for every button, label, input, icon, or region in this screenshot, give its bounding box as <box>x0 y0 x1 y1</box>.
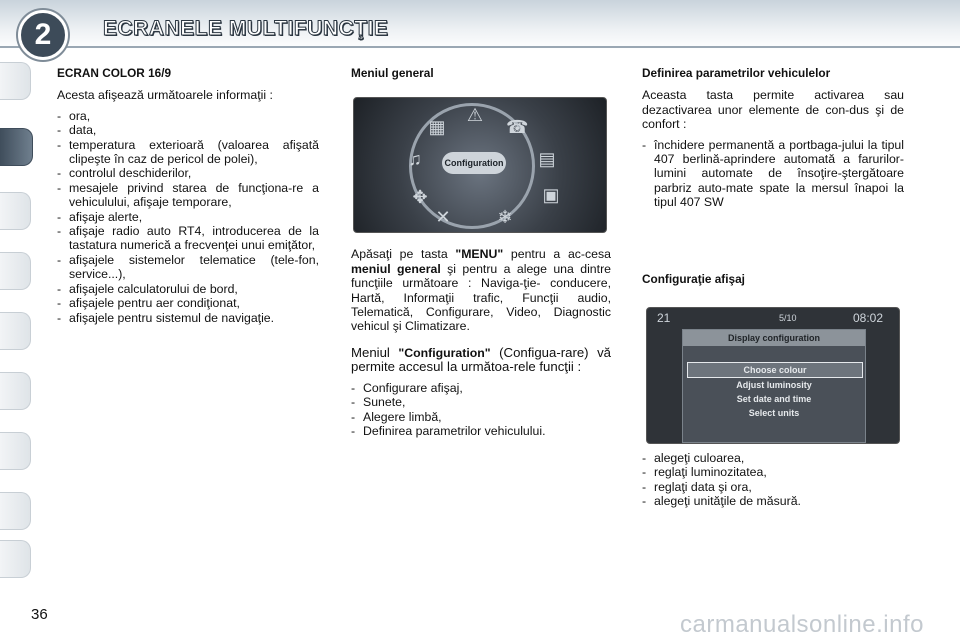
radio-icon: ▤ <box>538 149 556 170</box>
section-heading: ECRAN COLOR 16/9 <box>57 66 172 80</box>
list-item: - controlul deschiderilor, <box>57 166 319 180</box>
side-tab[interactable] <box>0 372 31 410</box>
menu-paragraph <box>351 247 611 333</box>
map-icon: ▦ <box>428 117 446 138</box>
side-tab[interactable] <box>0 540 31 578</box>
section-heading: Meniul general <box>351 66 434 80</box>
wrench-icon: ✕ <box>435 207 451 228</box>
side-tab[interactable] <box>0 492 31 530</box>
side-tab-active[interactable] <box>0 128 33 166</box>
display-configuration-panel <box>682 329 866 443</box>
side-tab[interactable] <box>0 312 31 350</box>
list-item: - afişajele pentru sistemul de navigaţie. <box>57 311 319 325</box>
side-tab[interactable] <box>0 432 31 470</box>
list-item: - temperatura exterioară (valoarea afişată clipeşte în caz de pericol de polei), <box>57 138 319 167</box>
list-item: - reglaţi luminozitatea, <box>642 465 904 479</box>
menu-key-text: "MENU" <box>455 247 504 262</box>
screen-status-bar <box>653 311 893 327</box>
climate-icon: ❄ <box>497 207 513 228</box>
page-number: 36 <box>31 606 48 623</box>
list-item: - afişajele calculatorului de bord, <box>57 282 319 296</box>
side-tab[interactable] <box>0 62 31 100</box>
configuration-paragraph <box>351 346 611 375</box>
general-menu-text: meniul general <box>351 261 441 276</box>
list-item: - afişaje alerte, <box>57 210 319 224</box>
text-run: pentru a ac-cesa <box>503 247 611 262</box>
music-icon: ♫ <box>408 149 422 170</box>
text-run: (Configua-rare) vă permite accesul la următoa-rele funcţii : <box>351 344 612 375</box>
intro-text: Aceasta tasta permite activarea sau dezactivarea unor elemente de con-dus şi de confort : <box>642 88 904 132</box>
list-item: - Alegere limbă, <box>351 410 611 424</box>
list-item: - data, <box>57 123 319 137</box>
set-date-time-option: Set date and time <box>736 394 812 404</box>
side-tabs <box>0 62 34 577</box>
list-item: - Sunete, <box>351 395 611 409</box>
list-item: - mesajele privind starea de funcţiona-re a vehiculului, afişaje temporare, <box>57 181 319 210</box>
list-item: - alegeţi culoarea, <box>642 451 904 465</box>
warning-icon: ⚠ <box>466 105 484 126</box>
configuration-label: Configuration <box>442 152 506 174</box>
list-item: - Configurare afişaj, <box>351 381 611 395</box>
column-general-menu <box>351 66 611 439</box>
list-item: - afişajele pentru aer condiţionat, <box>57 296 319 310</box>
list-item: - reglaţi data şi ora, <box>642 480 904 494</box>
navigation-icon: ✥ <box>412 187 428 208</box>
screen-temperature: 21 <box>657 311 671 325</box>
info-list <box>57 109 319 325</box>
chapter-number: 2 <box>18 10 68 60</box>
intro-text: Acesta afişează următoarele informaţii : <box>57 88 273 103</box>
list-item: - Definirea parametrilor vehiculului. <box>351 424 611 438</box>
screen-track: 5/10 <box>779 313 797 323</box>
list-item: - alegeţi unităţile de măsură. <box>642 494 904 508</box>
select-units-option: Select units <box>748 408 800 418</box>
page-title: ECRANELE MULTIFUNCŢIE <box>103 17 389 40</box>
side-tab[interactable] <box>0 192 31 230</box>
screen-time: 08:02 <box>853 311 884 325</box>
video-icon: ▣ <box>542 185 560 206</box>
list-item: - afişaje radio auto RT4, introducerea de la tastatura numerică a frecvenţei unui emiţător, <box>57 224 319 253</box>
header-divider <box>0 46 960 48</box>
text-run: Meniul <box>351 344 399 360</box>
general-menu-screen-image <box>353 97 607 233</box>
parameters-list <box>642 138 904 210</box>
adjust-luminosity-option: Adjust luminosity <box>736 380 812 390</box>
configuration-text: "Configuration" <box>398 345 491 360</box>
display-config-heading: Configuraţie afişaj <box>642 272 745 286</box>
choose-colour-option: Choose colour <box>687 362 863 378</box>
display-configuration-screen-image <box>646 307 900 444</box>
side-tab[interactable] <box>0 252 31 290</box>
phone-icon: ☎ <box>506 117 529 138</box>
display-config-list <box>642 451 904 509</box>
list-item: - închidere permanentă a portbaga-jului la tipul 407 berlină-aprindere automată a farurilor-lumini automate de însoţire-ştergătoare parbriz auto-mate spate la mersul înapoi la tipul 407 SW <box>642 138 904 210</box>
section-heading: Definirea parametrilor vehiculelor <box>642 66 831 80</box>
text-run: Apăsaţi pe tasta <box>351 247 456 262</box>
list-item: - ora, <box>57 109 319 123</box>
list-item: - afişajele sistemelor telematice (tele-fon, service...), <box>57 253 319 282</box>
configuration-list <box>351 381 611 439</box>
watermark: carmanualsonline.info <box>680 611 924 638</box>
panel-heading: Display configuration <box>683 330 865 346</box>
column-color-screen <box>57 66 319 325</box>
text-run: şi pentru a alege una dintre funcţiile următoare : Naviga-ţie- conducere, Hartă, Informaţii trafic, Funcţii audio, Telematică, Configurare, Video, Diagnostic vehicul şi Climatizare. <box>351 261 612 334</box>
